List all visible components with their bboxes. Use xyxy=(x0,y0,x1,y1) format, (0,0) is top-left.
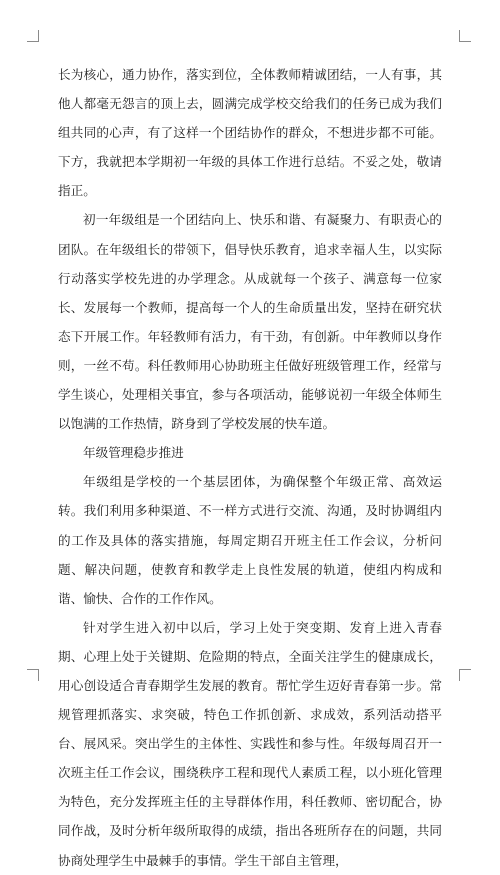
crop-mark-top-left xyxy=(27,30,39,42)
paragraph: 长为核心，通力协作，落实到位，全体教师精诚团结，一人有事，其他人都毫无怨言的顶上去，圆满完成学校交给我们的任务已成为我们组共同的心声，有了这样一个团结协作的群众，不想进步都不可能。下方，我就把本学期初一年级的具体工作进行总结。不妥之处，敬请指正。 xyxy=(58,67,442,199)
section-heading: 年级管理稳步推进 xyxy=(83,445,184,461)
paragraph: 年级组是学校的一个基层团体，为确保整个年级正常、高效运转。我们利用多种渠道、不一样方式进行交流、沟通，及时协调组内的工作及具体的落实措施，每周定期召开班主任工作会议，分析问题、解决问题，使教育和教学走上良性发展的轨道，使组内构成和谐、愉快、合作的工作作风。 xyxy=(58,474,442,606)
crop-mark-top-right xyxy=(459,30,471,42)
crop-mark-bottom-right xyxy=(459,669,471,681)
paragraph: 针对学生进入初中以后，学习上处于突变期、发育上进入青春期、心理上处于关键期、危险期的特点，全面关注学生的健康成长，用心创设适合青春期学生发展的教育。帮忙学生迈好青春第一步。常规管理抓落实、求突破，特色工作抓创新、求成效，系列活动搭平台、展风采。突出学生的主体性、实践性和参与性。年级每周召开一次班主任工作会议，围绕秩序工程和现代人素质工程，以小班化管理为特色，充分发挥班主任的主导群体作用，科任教师、密切配合，协同作战，及时分析年级所取得的成绩，指出各班所存在的问题，共同协商处理学生中最棘手的事情。学生干部自主管理， xyxy=(58,619,442,868)
crop-mark-bottom-left xyxy=(27,669,39,681)
paragraph: 初一年级组是一个团结向上、快乐和谐、有凝聚力、有职责心的团队。在年级组长的带领下，倡导快乐教育，追求幸福人生，以实际行动落实学校先进的办学理念。从成就每一个孩子、满意每一位家长、发展每一个教师，提高每一个人的生命质量出发，坚持在研究状态下开展工作。年轻教师有活力，有干劲，有创新。中年教师以身作则，一丝不苟。科任教师用心协助班主任做好班级管理工作，经常与学生谈心，处理相关事宜，参与各项活动，能够说初一年级全体师生以饱满的工作热情，跻身到了学校发展的快车道。 xyxy=(58,212,442,432)
document-body xyxy=(58,60,442,875)
